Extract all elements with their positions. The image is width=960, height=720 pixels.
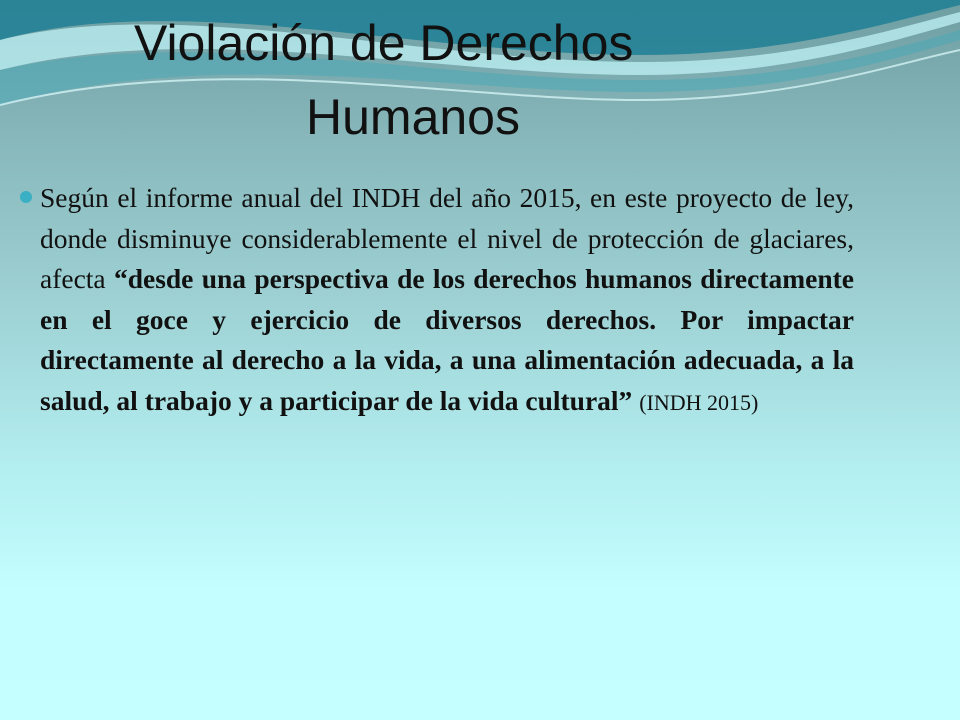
bullet-citation: (INDH 2015): [639, 389, 759, 415]
bullet-icon: [20, 191, 32, 203]
slide-title-line-1: Violación de Derechos: [134, 15, 634, 71]
slide-title-line-2: Humanos: [306, 89, 520, 145]
bullet-intro: Según el informe anual del INDH del año 2015, en este proyecto de ley, donde disminuye considerablemente el nivel de protección de glaciares, afecta: [40, 182, 854, 294]
bullet-quote: “desde una perspectiva de los derechos humanos directamente en el goce y ejercicio de diversos derechos. Por impactar directamente al derecho a la vida, a una alimentación adecuada, a la salud, al trabajo y a participar de la vida cultural”: [40, 263, 854, 416]
bullet-text: [40, 178, 854, 423]
